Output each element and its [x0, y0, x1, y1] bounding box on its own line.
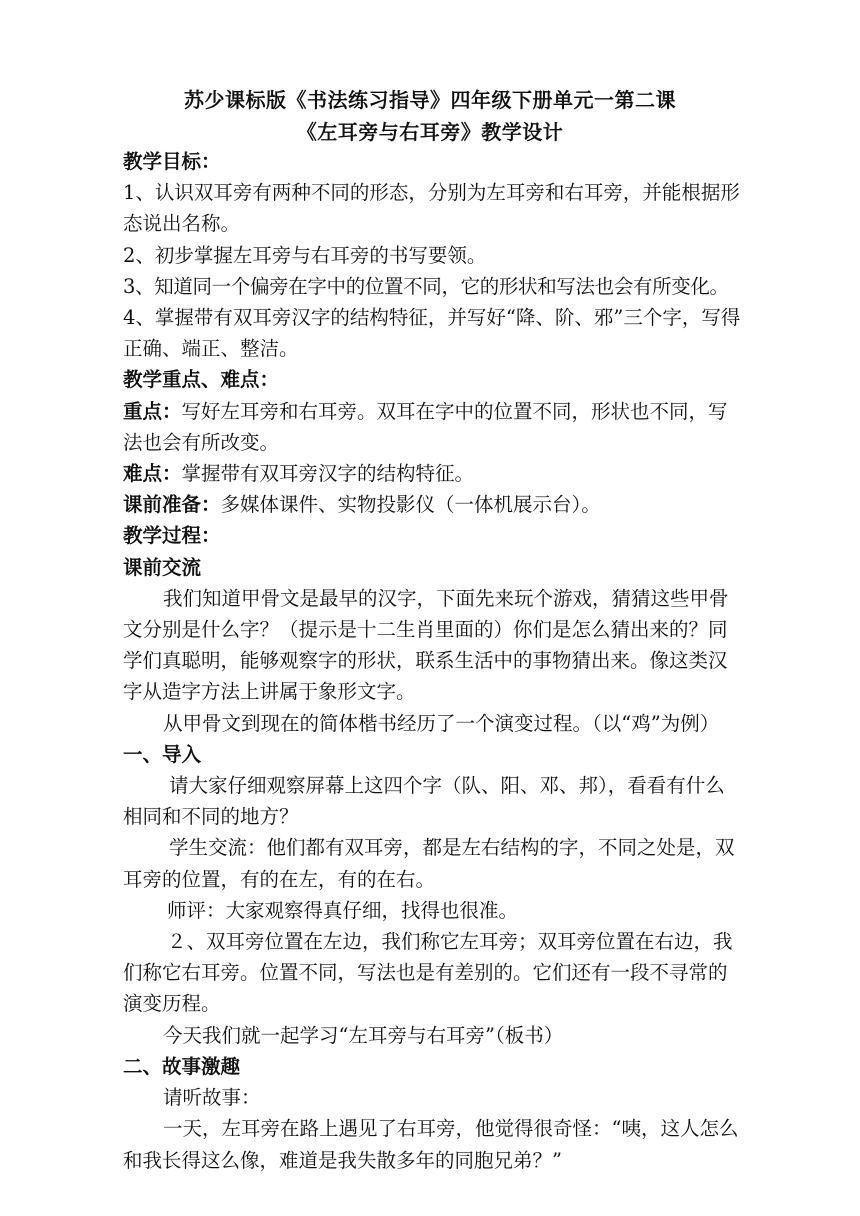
- key-point-paragraph: [123, 396, 743, 458]
- difficulty-paragraph: [123, 458, 743, 489]
- document-title-line2: 《左耳旁与右耳旁》教学设计: [296, 120, 564, 144]
- preparation-text: 多媒体课件、实物投影仪（一体机展示台）。: [220, 493, 601, 517]
- process-heading: 教学过程：: [123, 524, 221, 548]
- goals-heading: 教学目标：: [123, 150, 221, 173]
- goal-item-4: 4、掌握带有双耳旁汉字的结构特征，并写好“降、阶、邪”三个字，写得正确、端正、整洁。: [123, 306, 741, 361]
- pre-class-heading: 课前交流: [123, 555, 202, 579]
- key-point-label: 重点：: [123, 399, 182, 423]
- intro-paragraph-4: ２、双耳旁位置在左边，我们称它左耳旁；双耳旁位置在右边，我们称它右耳旁。位置不同，写法也是有差别的。它们还有一段不寻常的演变历程。: [123, 930, 733, 1016]
- key-point-text: 写好左耳旁和右耳旁。双耳在字中的位置不同，形状也不同，写法也会有所改变。: [123, 399, 728, 454]
- intro-paragraph-2: 学生交流：他们都有双耳旁，都是左右结构的字，不同之处是，双耳旁的位置，有的在左，有的在右。: [123, 836, 735, 891]
- section-intro-heading: 一、导入: [123, 742, 202, 766]
- preparation-label: 课前准备：: [123, 493, 221, 517]
- intro-paragraph-5: 今天我们就一起学习“左耳旁与右耳旁”（板书）: [163, 1023, 564, 1047]
- goal-item-1: 1、认识双耳旁有两种不同的形态，分别为左耳旁和右耳旁，并能根据形态说出名称。: [123, 181, 740, 236]
- section-story-heading: 二、故事激趣: [123, 1054, 241, 1078]
- intro-paragraph-3: 师评：大家观察得真仔细，找得也很准。: [167, 898, 519, 922]
- preparation-paragraph: [123, 489, 743, 520]
- intro-paragraph-1: 请大家仔细观察屏幕上这四个字（队、阳、邓、邦），看看有什么相同和不同的地方？: [123, 774, 725, 829]
- document-title-line1: 苏少课标版《书法练习指导》四年级下册单元一第二课: [184, 88, 676, 112]
- pre-class-paragraph-1: 我们知道甲骨文是最早的汉字，下面先来玩个游戏，猜猜这些甲骨文分别是什么字？（提示是十二生肖里面的）你们是怎么猜出来的？同学们真聪明，能够观察字的形状，联系生活中的事物猜出来。像这类汉字从造字方法上讲属于象形文字。: [123, 586, 729, 704]
- story-paragraph-2: 一天，左耳旁在路上遇见了右耳旁，他觉得很奇怪：“咦，这人怎么和我长得这么像，难道是我失散多年的同胞兄弟？”: [123, 1117, 739, 1172]
- goal-item-2: 2、初步掌握左耳旁与右耳旁的书写要领。: [123, 243, 487, 267]
- difficulty-text: 掌握带有双耳旁汉字的结构特征。: [181, 462, 475, 486]
- key-points-heading: 教学重点、难点：: [123, 368, 280, 392]
- goal-item-3: 3、知道同一个偏旁在字中的位置不同，它的形状和写法也会有所变化。: [123, 274, 729, 298]
- difficulty-label: 难点：: [123, 462, 182, 486]
- story-paragraph-1: 请听故事：: [163, 1086, 261, 1110]
- document-body: [123, 146, 743, 1176]
- pre-class-paragraph-2: 从甲骨文到现在的简体楷书经历了一个演变过程。（以“鸡”为例）: [163, 711, 720, 735]
